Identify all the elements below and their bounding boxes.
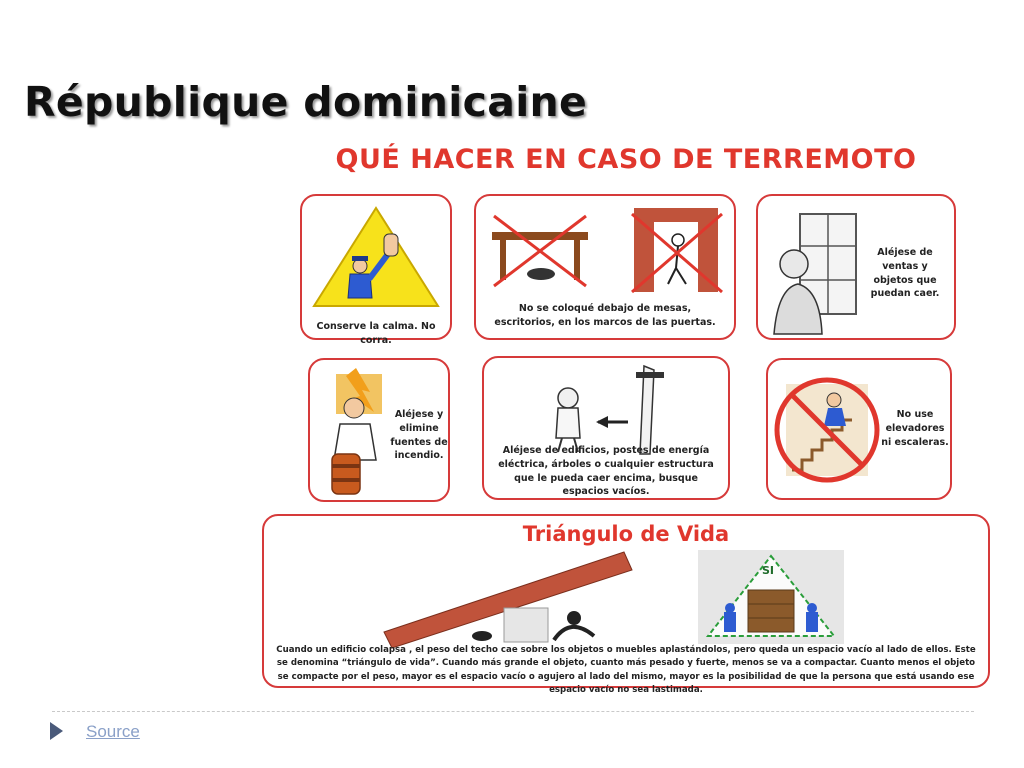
poster-title: QUÉ HACER EN CASO DE TERREMOTO [335,144,917,175]
panel-no-furniture-caption: No se coloqué debajo de mesas, escritorios, en los marcos de las puertas. [494,303,716,328]
warning-triangle-icon [300,194,452,340]
panel-away-buildings [482,356,730,500]
panel-fire-sources [308,358,450,502]
triangle-title: Triángulo de Vida [522,522,730,546]
table-crossed-icon [486,206,596,296]
panel-triangle-of-life [262,514,990,695]
earthquake-poster [262,138,990,695]
pole-person-icon [528,362,688,456]
footer-divider [52,711,974,712]
panel-keep-calm-caption: Conserve la calma. No corra. [316,321,436,346]
no-elevator-icon [772,370,882,490]
triangle-si-label: SI [762,564,775,577]
triangle-description: Cuando un edificio colapsa , el peso del techo cae sobre los objetos o muebles aplastándolos, pero queda un espacio vacío al lado de ellos. Este se denomina “triángulo de vida”. Cuando más grande el objeto, cuanto más pesado y fuerte, menos se va a compactar. Cuanto menos el objeto se compacte por el peso, mayor es el espacio vacío o agujero al lado del mismo, mayor es la posibilidad de que la persona que está usando ese espacio vacío no sea lastimada. [276,645,976,695]
panel-away-windows [756,194,956,340]
panel-keep-calm [300,194,452,346]
bullet-arrow-icon [50,722,63,740]
panel-no-elevators-caption: No use elevadores ni escaleras. [881,409,949,448]
fire-gas-icon [316,368,396,498]
panel-away-buildings-caption: Aléjese de edificios, postes de energía eléctrica, árboles o cualquier estructura que le pueda caer encima, busque espacios vacíos. [498,445,714,498]
panel-away-windows-caption: Aléjese de ventas y objetos que puedan caer. [870,247,940,300]
panel-fire-sources-caption: Aléjese y elimine fuentes de incendio. [390,409,448,462]
slide-title: République dominicaine [24,78,588,126]
collapsed-roof-icon [384,552,634,642]
panel-no-elevators [766,358,952,500]
doorframe-crossed-icon [628,204,728,299]
panel-no-furniture [474,194,736,340]
window-person-icon [764,200,864,340]
source-link[interactable]: Source [86,722,140,741]
